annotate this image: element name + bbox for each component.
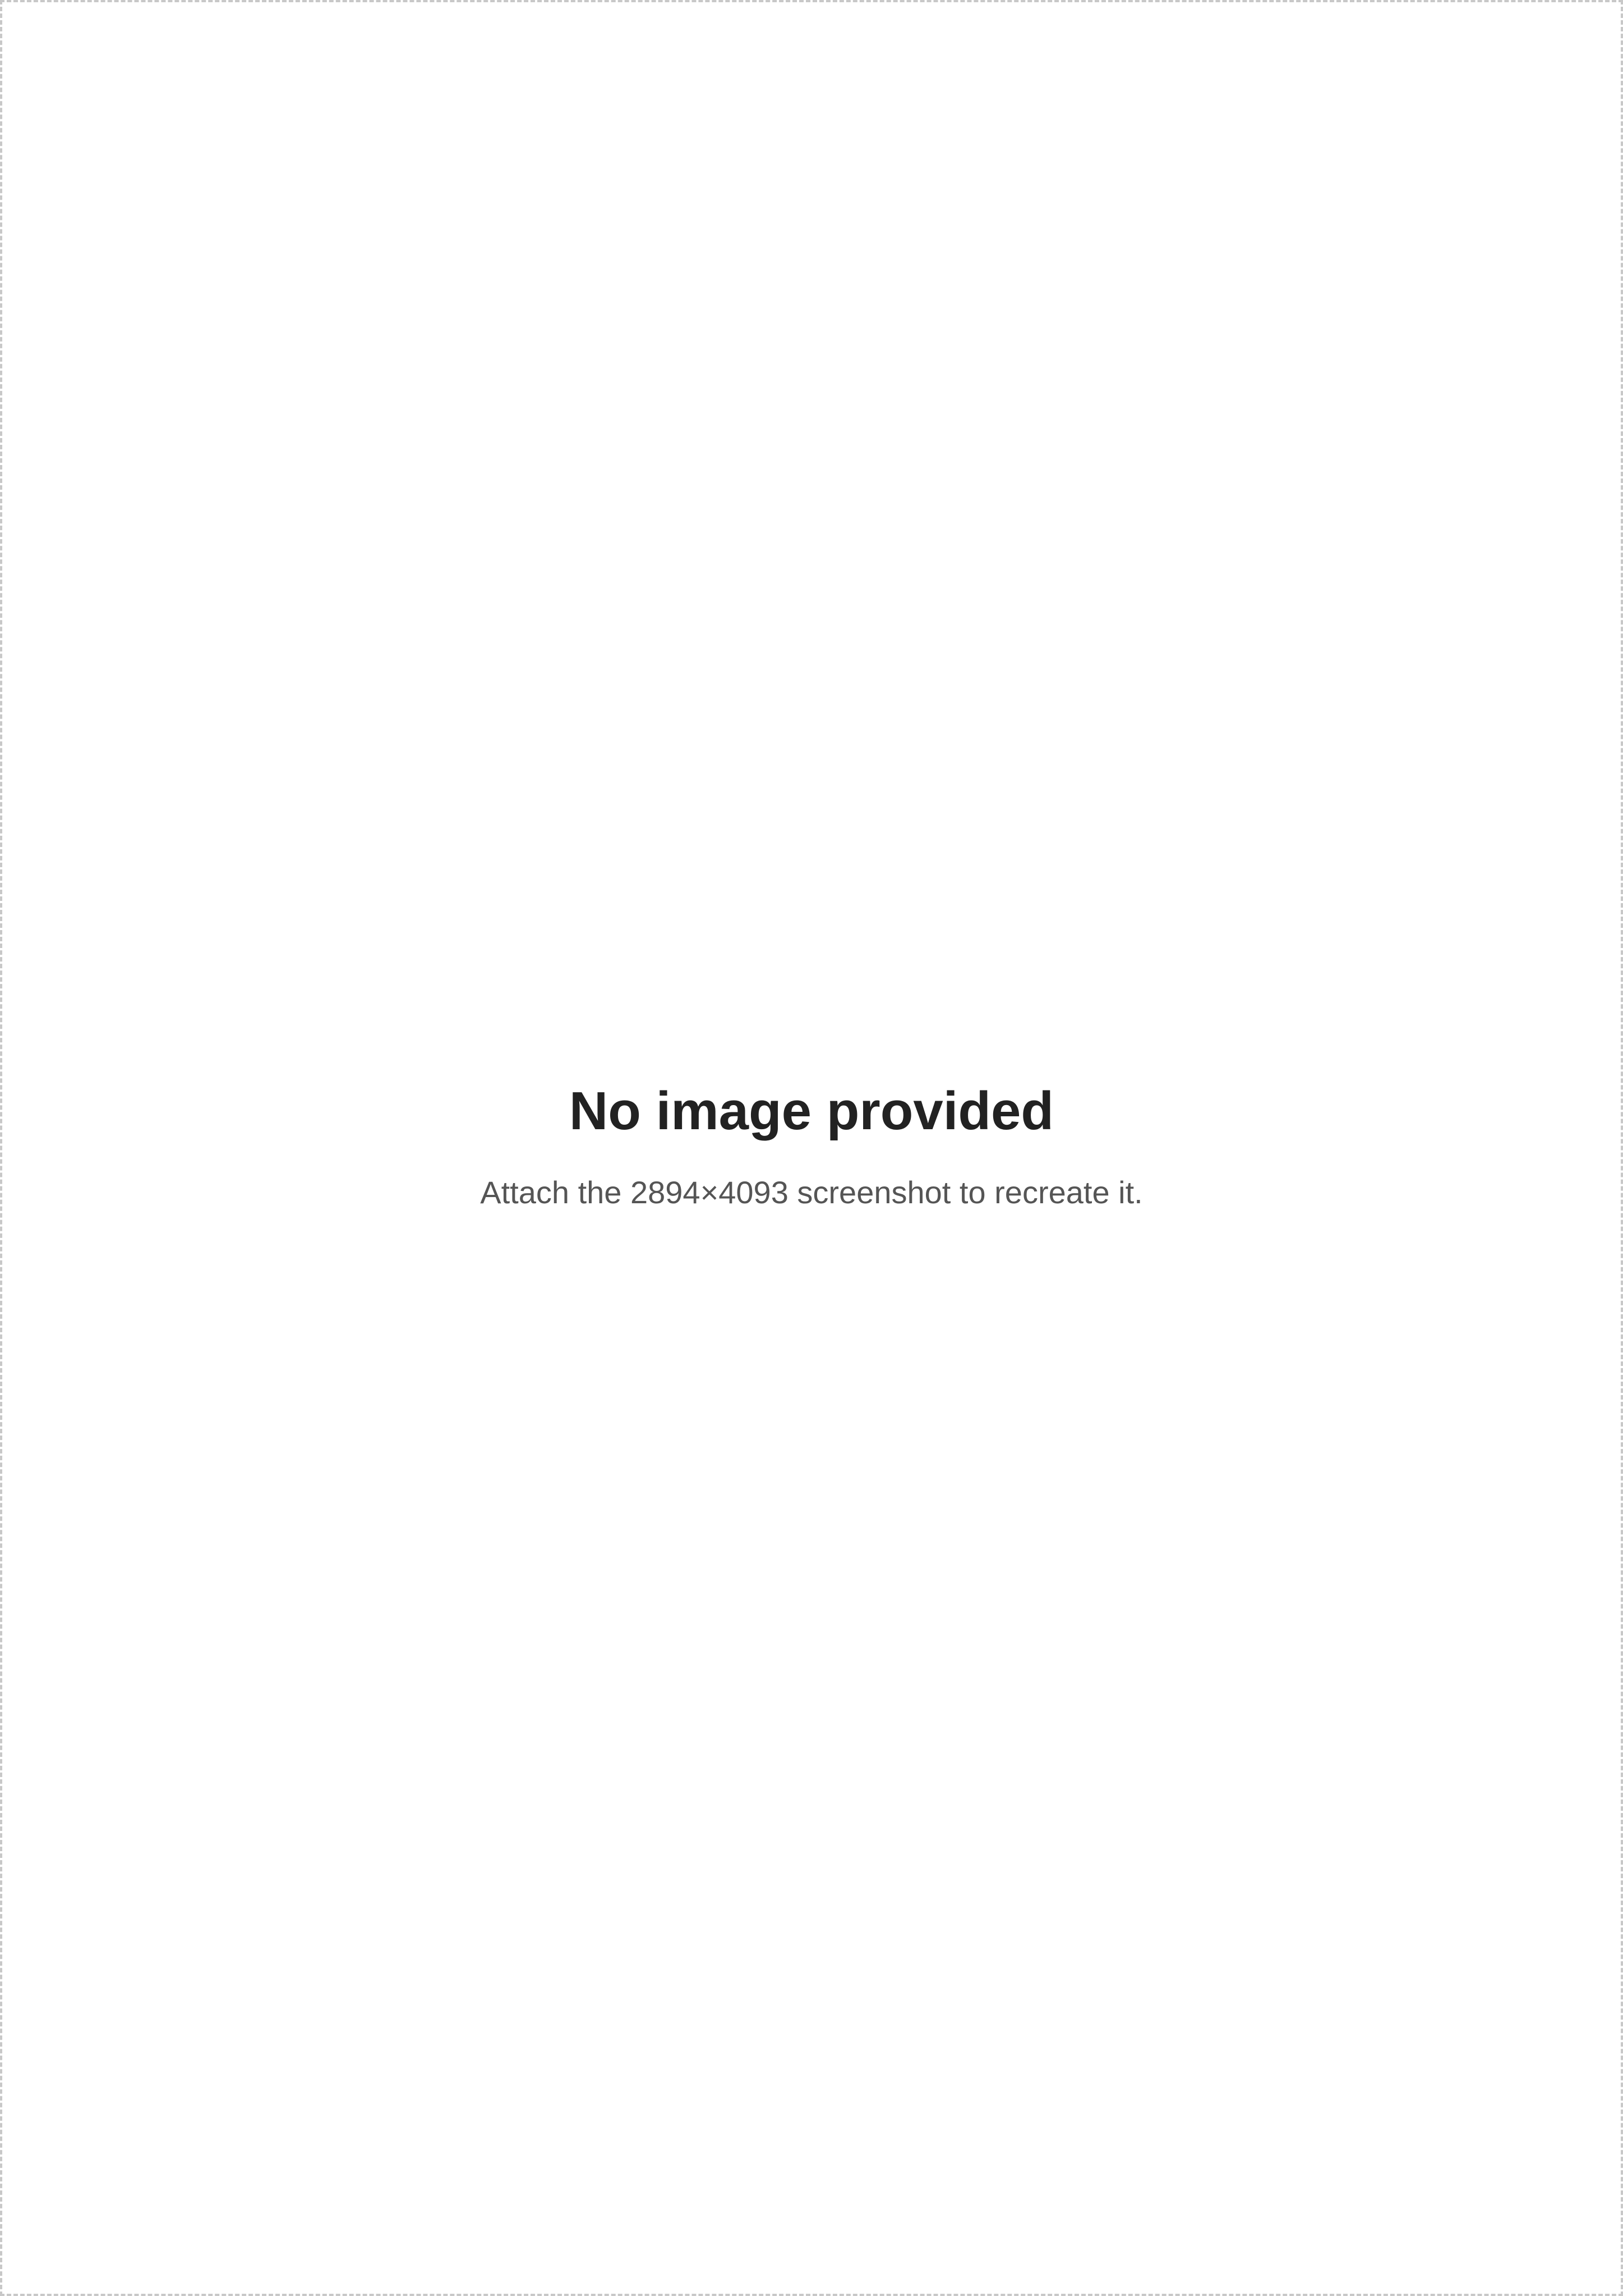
placeholder-title: No image provided (569, 1080, 1054, 1141)
placeholder-notice (480, 1080, 1142, 1216)
placeholder-message: Attach the 2894×4093 screenshot to recreate it. (480, 1174, 1143, 1210)
